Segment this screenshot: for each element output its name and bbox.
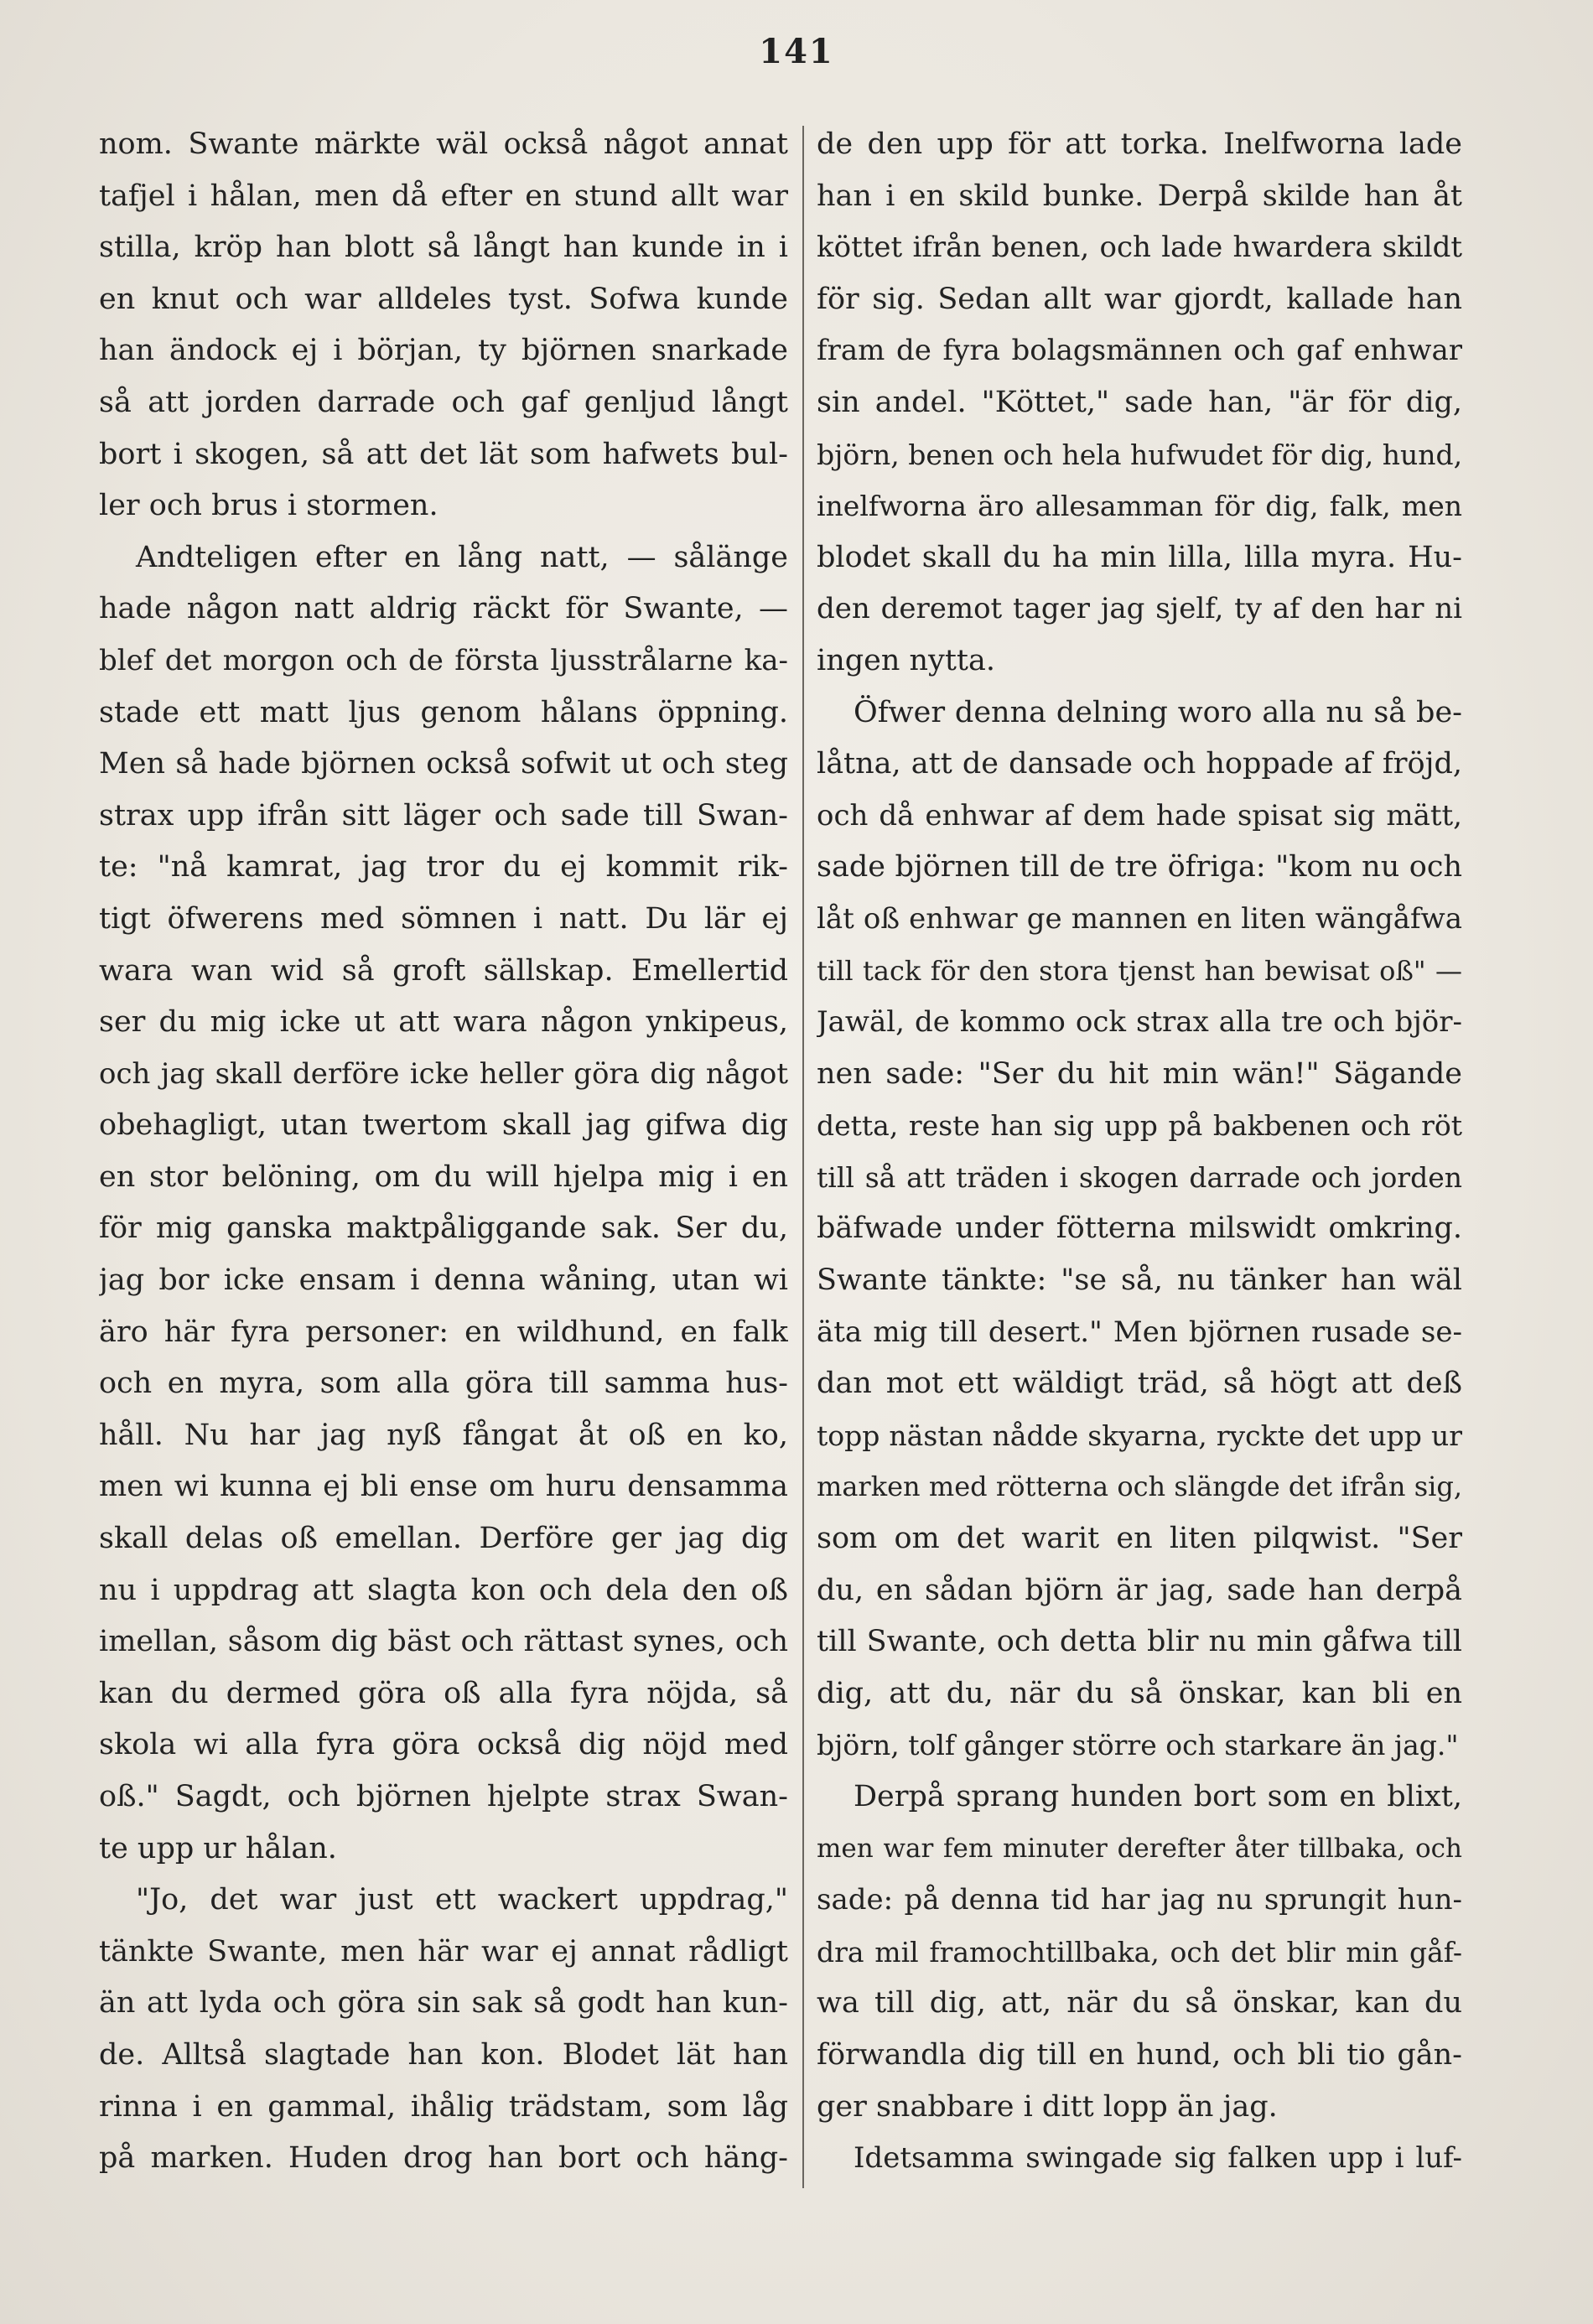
text-line <box>817 2082 1462 2134</box>
text-line <box>99 1513 788 1565</box>
text-line-content: strax upp ifrån sitt läger och sade till Swan- <box>99 798 788 833</box>
text-line-content: rinna i en gammal, ihålig trädstam, som låg <box>99 2089 788 2124</box>
text-line-content: på marken. Huden drog han bort och häng- <box>99 2141 788 2176</box>
text-line <box>99 119 788 171</box>
text-line <box>99 1978 788 2030</box>
left-text-column <box>99 119 788 2185</box>
text-line-content: detta, reste han sig upp på bakbenen och röt <box>817 1109 1462 1143</box>
text-line <box>99 1875 788 1927</box>
text-line <box>99 2082 788 2134</box>
text-line <box>99 584 788 635</box>
text-line-content: obehagligt, utan twertom skall jag gifwa dig <box>99 1108 788 1143</box>
text-line <box>817 687 1462 739</box>
text-line <box>99 1720 788 1772</box>
text-line-content: för mig ganska maktpåliggande sak. Ser du, <box>99 1211 788 1246</box>
text-line <box>99 1565 788 1617</box>
text-line-content: bäfwade under fötterna milswidt omkring. <box>817 1211 1462 1246</box>
text-line <box>817 1203 1462 1255</box>
text-line-content: Men så hade björnen också sofwit ut och steg <box>99 747 788 781</box>
text-line <box>99 1358 788 1410</box>
text-line-content: som om det warit en liten pilqwist. "Ser <box>817 1522 1462 1556</box>
text-line-content: tänkte Swante, men här war ej annat rådligt <box>99 1934 788 1969</box>
text-line-content: "Jo, det war just ett wackert uppdrag," <box>136 1883 788 1917</box>
text-line-content: köttet ifrån benen, och lade hwardera skildt <box>817 231 1462 265</box>
text-line <box>99 171 788 223</box>
text-line <box>817 1616 1462 1668</box>
text-line-content: dra mil framochtillbaka, och det blir min gåf- <box>817 1935 1462 1969</box>
text-line-content: håll. Nu har jag nyß fångat åt oß en ko, <box>99 1418 788 1452</box>
text-line-content: de. Alltså slagtade han kon. Blodet lät han <box>99 2037 788 2072</box>
text-line-content: ingen nytta. <box>817 643 995 677</box>
text-line-content: björn, tolf gånger större och starkare än jag." <box>817 1729 1459 1762</box>
text-line-content: te upp ur hålan. <box>99 1831 337 1865</box>
text-line-content: stilla, kröp han blott så långt han kunde in i <box>99 231 788 265</box>
text-line-content: tafjel i hålan, men då efter en stund allt war <box>99 179 788 213</box>
text-line <box>99 791 788 843</box>
text-line <box>99 429 788 481</box>
text-line <box>817 2133 1462 2185</box>
text-line <box>99 997 788 1049</box>
text-line-content: till Swante, och detta blir nu min gåfwa till <box>817 1625 1462 1659</box>
text-line <box>99 1049 788 1101</box>
text-line-content: dan mot ett wäldigt träd, så högt att deß <box>817 1367 1462 1401</box>
text-line <box>817 1513 1462 1565</box>
text-line-content: topp nästan nådde skyarna, ryckte det upp ur <box>817 1419 1462 1452</box>
text-line-content: för sig. Sedan allt war gjordt, kallade han <box>817 282 1462 316</box>
text-line-content: en knut och war alldeles tyst. Sofwa kunde <box>99 282 788 316</box>
text-line <box>817 480 1462 532</box>
text-line <box>99 1616 788 1668</box>
text-line <box>817 1927 1462 1979</box>
text-line-content: den deremot tager jag sjelf, ty af den har ni <box>817 592 1462 626</box>
text-line-content: Öfwer denna delning woro alla nu så be- <box>854 695 1462 729</box>
text-line <box>99 1255 788 1307</box>
page-number: 141 <box>759 32 834 71</box>
text-line <box>817 325 1462 377</box>
text-line-content: förwandla dig till en hund, och bli tio gån- <box>817 2037 1462 2072</box>
text-line <box>817 739 1462 791</box>
text-line <box>817 946 1462 998</box>
text-line-content: sade: på denna tid har jag nu sprungit hun- <box>817 1883 1462 1917</box>
text-line <box>99 1668 788 1720</box>
text-line-content: äro här fyra personer: en wildhund, en falk <box>99 1315 788 1349</box>
text-line-content: björn, benen och hela hufwudet för dig, hund, <box>817 438 1462 471</box>
text-line <box>99 1203 788 1255</box>
text-line-content: te: "nå kamrat, jag tror du ej kommit rik- <box>99 850 788 884</box>
text-line-content: äta mig till desert." Men björnen rusade se- <box>817 1315 1462 1349</box>
text-line-content: wara wan wid så groft sällskap. Emellertid <box>99 953 788 988</box>
text-line <box>817 1461 1462 1513</box>
text-line <box>817 429 1462 481</box>
text-line <box>99 2030 788 2082</box>
text-line-content: till tack för den stora tjenst han bewisat oß" — <box>817 954 1462 987</box>
text-line <box>99 946 788 998</box>
text-line-content: imellan, såsom dig bäst och rättast synes, och <box>99 1625 788 1659</box>
text-line-content: tigt öfwerens med sömnen i natt. Du lär ej <box>99 901 788 936</box>
text-line-content: dig, att du, när du så önskar, kan bli en <box>817 1676 1462 1710</box>
text-line <box>817 1307 1462 1359</box>
text-line-content: men war fem minuter derefter åter tillbaka, och <box>817 1833 1462 1864</box>
text-line-content: och då enhwar af dem hade spisat sig mätt, <box>817 798 1462 833</box>
text-line-content: oß." Sagdt, och björnen hjelpte strax Swan- <box>99 1780 788 1813</box>
text-line-content: så att jorden darrade och gaf genljud långt <box>99 385 788 419</box>
text-line-content: inelfworna äro allesamman för dig, falk, men <box>817 490 1462 523</box>
right-text-column <box>817 119 1462 2185</box>
text-line <box>99 739 788 791</box>
text-line-content: blef det morgon och de första ljusstrålarne ka- <box>99 643 788 677</box>
text-line-content: sin andel. "Köttet," sade han, "är för dig, <box>817 385 1462 419</box>
text-line <box>99 480 788 532</box>
text-line-content: Swante tänkte: "se så, nu tänker han wäl <box>817 1263 1462 1298</box>
text-line-content: bort i skogen, så att det lät som hafwets bul- <box>99 437 788 471</box>
text-line <box>99 1927 788 1979</box>
text-line <box>99 1772 788 1823</box>
text-line <box>817 377 1462 429</box>
text-line-content: Andteligen efter en lång natt, — sålänge <box>136 540 788 574</box>
text-line <box>99 532 788 584</box>
text-line <box>99 842 788 894</box>
text-line <box>817 1255 1462 1307</box>
text-line-content: en stor belöning, om du will hjelpa mig i en <box>99 1159 788 1194</box>
text-line <box>99 894 788 946</box>
text-line-content: marken med rötterna och slängde det ifrån sig, <box>817 1471 1462 1503</box>
text-line <box>817 635 1462 687</box>
text-line-content: nom. Swante märkte wäl också något annat <box>99 127 788 161</box>
text-line <box>817 1772 1462 1823</box>
text-line <box>99 274 788 326</box>
text-line <box>99 325 788 377</box>
text-line-content: hade någon natt aldrig räckt för Swante, — <box>99 592 788 626</box>
text-line-content: kan du dermed göra oß alla fyra nöjda, så <box>99 1676 788 1710</box>
text-line-content: Idetsamma swingade sig falken upp i luf- <box>854 2141 1462 2176</box>
text-line <box>99 1461 788 1513</box>
text-line-content: sade björnen till de tre öfriga: "kom nu och <box>817 850 1462 884</box>
text-line-content: och jag skall derföre icke heller göra dig något <box>99 1056 788 1091</box>
text-line <box>99 1152 788 1204</box>
text-line <box>99 2133 788 2185</box>
text-line-content: men wi kunna ej bli ense om huru densamma <box>99 1470 788 1504</box>
text-line <box>817 1978 1462 2030</box>
text-line-content: han ändock ej i början, ty björnen snarkade <box>99 334 788 368</box>
text-line-content: till så att träden i skogen darrade och jorden <box>817 1160 1462 1194</box>
text-line-content: låt oß enhwar ge mannen en liten wängåfwa <box>817 901 1462 936</box>
text-line-content: fram de fyra bolagsmännen och gaf enhwar <box>817 334 1462 368</box>
text-line <box>817 791 1462 843</box>
text-line-content: ler och brus i stormen. <box>99 489 438 523</box>
text-line-content: nu i uppdrag att slagta kon och dela den oß <box>99 1573 788 1607</box>
text-line-content: du, en sådan björn är jag, sade han derpå <box>817 1573 1462 1607</box>
text-line <box>817 1668 1462 1720</box>
text-line-content: skola wi alla fyra göra också dig nöjd med <box>99 1728 788 1762</box>
text-line <box>817 1358 1462 1410</box>
text-line-content: de den upp för att torka. Inelfworna lade <box>817 127 1462 161</box>
text-line-content: Derpå sprang hunden bort som en blixt, <box>854 1780 1462 1813</box>
text-line <box>817 2030 1462 2082</box>
text-line <box>817 1100 1462 1152</box>
text-line <box>817 222 1462 274</box>
text-line <box>817 119 1462 171</box>
text-line <box>817 997 1462 1049</box>
text-line-content: nen sade: "Ser du hit min wän!" Sägande <box>817 1056 1462 1091</box>
text-line <box>817 894 1462 946</box>
text-line <box>817 1565 1462 1617</box>
text-line-content: och en myra, som alla göra till samma hus- <box>99 1367 788 1401</box>
text-line-content: ser du mig icke ut att wara någon ynkipeus, <box>99 1005 788 1040</box>
text-line <box>817 1875 1462 1927</box>
text-line <box>99 635 788 687</box>
text-line <box>99 377 788 429</box>
text-line <box>817 1152 1462 1204</box>
text-line <box>817 1720 1462 1772</box>
text-line <box>817 532 1462 584</box>
text-line-content: jag bor icke ensam i denna wåning, utan wi <box>99 1263 788 1298</box>
text-line-content: än att lyda och göra sin sak så godt han kun- <box>99 1986 788 2021</box>
text-line-content: skall delas oß emellan. Derföre ger jag dig <box>99 1522 788 1556</box>
column-divider <box>802 126 804 2188</box>
text-line <box>817 171 1462 223</box>
text-line <box>99 1823 788 1875</box>
text-line <box>817 274 1462 326</box>
text-line-content: ger snabbare i ditt lopp än jag. <box>817 2089 1278 2124</box>
text-line <box>817 1410 1462 1462</box>
text-line-content: stade ett matt ljus genom hålans öppning. <box>99 695 788 729</box>
text-line <box>99 1307 788 1359</box>
text-line-content: Jawäl, de kommo ock strax alla tre och björ- <box>817 1005 1462 1040</box>
text-line <box>99 1410 788 1462</box>
text-line-content: han i en skild bunke. Derpå skilde han åt <box>817 179 1462 213</box>
text-line-content: blodet skall du ha min lilla, lilla myra. Hu- <box>817 540 1462 574</box>
text-line <box>817 842 1462 894</box>
text-line <box>99 222 788 274</box>
text-line <box>817 1049 1462 1101</box>
text-line <box>817 1823 1462 1875</box>
text-line <box>99 1100 788 1152</box>
text-line-content: wa till dig, att, när du så önskar, kan du <box>817 1986 1462 2021</box>
text-line <box>99 687 788 739</box>
text-line <box>817 584 1462 635</box>
text-line-content: låtna, att de dansade och hoppade af fröjd, <box>817 747 1462 781</box>
